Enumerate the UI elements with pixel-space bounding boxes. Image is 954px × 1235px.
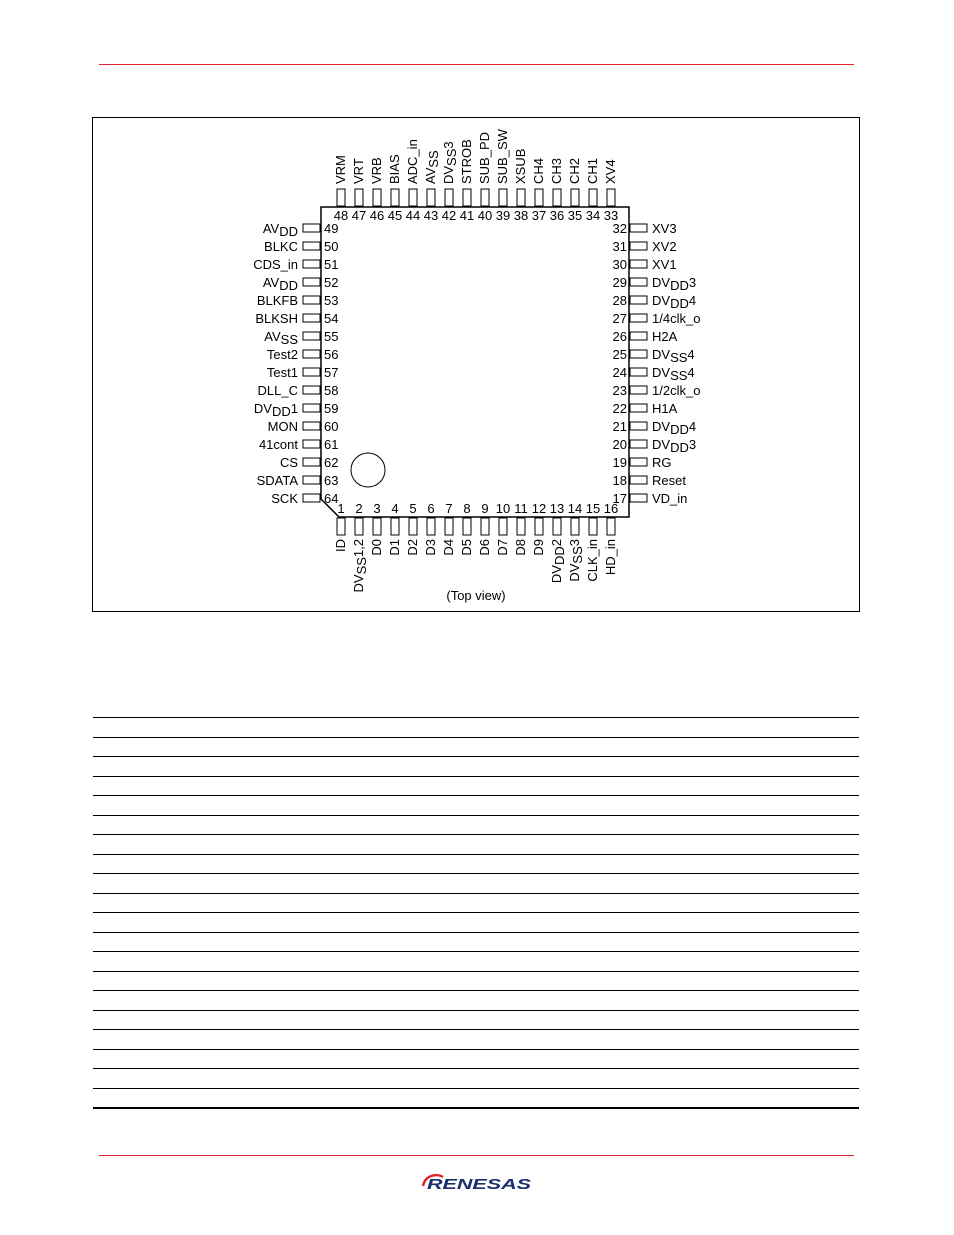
pin-57-label: Test1: [266, 365, 298, 380]
pin-2-lead: [355, 518, 363, 535]
pin-51-number: 51: [324, 257, 339, 272]
pin-48-lead: [337, 189, 345, 206]
pin-24-label: DVSS4: [652, 365, 695, 383]
pin-15-label: CLK_in: [585, 539, 600, 582]
pin-30-number: 30: [612, 257, 627, 272]
pin-22-number: 22: [612, 401, 627, 416]
pin-36-lead: [553, 189, 561, 206]
pin-11-label: D8: [513, 539, 528, 556]
pin-39-number: 39: [495, 208, 511, 223]
pin-63-label: SDATA: [256, 473, 298, 488]
view-caption: (Top view): [446, 588, 506, 603]
pin-60-number: 60: [324, 419, 339, 434]
pin-56-number: 56: [324, 347, 339, 362]
pin-60-label: MON: [267, 419, 298, 434]
pin-54-lead: [303, 314, 320, 322]
table-row-rule: [93, 873, 859, 874]
pin-16-number: 16: [603, 501, 619, 516]
pin-10-lead: [499, 518, 507, 535]
pin-42-lead: [445, 189, 453, 206]
pin-44-lead: [409, 189, 417, 206]
pin-61-label: 41cont: [258, 437, 298, 452]
pin-27-number: 27: [612, 311, 627, 326]
pin-23-label: 1/2clk_o: [652, 383, 701, 398]
pin-13-lead: [553, 518, 561, 535]
pin-25-lead: [630, 350, 647, 358]
pin-36-number: 36: [549, 208, 565, 223]
pin-1-lead: [337, 518, 345, 535]
pin-32-label: XV3: [652, 221, 677, 236]
pin-19-lead: [630, 458, 647, 466]
pin-2-label: DVSS1,2: [351, 539, 369, 593]
package-outline: [321, 207, 629, 517]
pin-33-number: 33: [603, 208, 619, 223]
pin-4-lead: [391, 518, 399, 535]
table-row-rule: [93, 932, 859, 933]
pin-12-number: 12: [531, 501, 547, 516]
pin-59-lead: [303, 404, 320, 412]
pin-12-lead: [535, 518, 543, 535]
renesas-logo: [421, 1171, 533, 1193]
pin-64-lead: [303, 494, 320, 502]
pin-14-number: 14: [567, 501, 583, 516]
pin-37-lead: [535, 189, 543, 206]
pin-33-lead: [607, 189, 615, 206]
pin-16-lead: [607, 518, 615, 535]
pin-6-label: D3: [423, 539, 438, 556]
pin-24-lead: [630, 368, 647, 376]
pin-63-number: 63: [324, 473, 339, 488]
pin-54-label: BLKSH: [255, 311, 298, 326]
pin-52-number: 52: [324, 275, 339, 290]
pin-2-number: 2: [355, 501, 363, 516]
pin-18-label: Reset: [652, 473, 686, 488]
pin-27-lead: [630, 314, 647, 322]
pin-62-label: CS: [279, 455, 298, 470]
pin-39-label: SUB_SW: [495, 129, 510, 184]
pin-23-lead: [630, 386, 647, 394]
table-row-rule: [93, 776, 859, 777]
pin-34-label: CH1: [585, 157, 600, 184]
pin-21-lead: [630, 422, 647, 430]
pin-48-number: 48: [333, 208, 349, 223]
pin-31-lead: [630, 242, 647, 250]
pin-5-number: 5: [409, 501, 417, 516]
pin-47-lead: [355, 189, 363, 206]
pin-27-label: 1/4clk_o: [652, 311, 701, 326]
pin-38-number: 38: [513, 208, 529, 223]
table-row-rule: [93, 795, 859, 796]
pin-9-lead: [481, 518, 489, 535]
pin-53-label: BLKFB: [256, 293, 298, 308]
pin-39-lead: [499, 189, 507, 206]
table-row-rule: [93, 971, 859, 972]
pin-13-number: 13: [549, 501, 565, 516]
pin-51-lead: [303, 260, 320, 268]
pin-35-label: CH2: [567, 157, 582, 184]
pin-37-number: 37: [531, 208, 547, 223]
pin-6-number: 6: [427, 501, 435, 516]
pin-13-label: DVDD2: [549, 539, 567, 584]
pin-57-lead: [303, 368, 320, 376]
pin-22-lead: [630, 404, 647, 412]
pin-16-label: HD_in: [603, 539, 618, 576]
pin-10-label: D7: [495, 539, 510, 556]
pin-21-number: 21: [612, 419, 627, 434]
pin-15-lead: [589, 518, 597, 535]
pin-42-label: DVSS3: [441, 141, 459, 184]
pin-54-number: 54: [324, 311, 339, 326]
pin-10-number: 10: [495, 501, 511, 516]
pin-20-number: 20: [612, 437, 627, 452]
pin-1-number: 1: [337, 501, 345, 516]
pin-43-label: AVSS: [423, 150, 441, 184]
pin-42-number: 42: [441, 208, 457, 223]
pin-assignment-diagram: [93, 118, 859, 611]
pin-28-number: 28: [612, 293, 627, 308]
pin-48-label: VRM: [333, 155, 348, 184]
pin-35-number: 35: [567, 208, 583, 223]
pin-26-lead: [630, 332, 647, 340]
pin-59-number: 59: [324, 401, 339, 416]
pin-57-number: 57: [324, 365, 339, 380]
pin-17-number: 17: [612, 491, 627, 506]
pin-7-label: D4: [441, 539, 456, 556]
pin-18-number: 18: [612, 473, 627, 488]
pin-40-number: 40: [477, 208, 493, 223]
pin-40-lead: [481, 189, 489, 206]
pin-20-lead: [630, 440, 647, 448]
pin-17-lead: [630, 494, 647, 502]
table-bottom-rule: [93, 1107, 859, 1109]
table-row-rule: [93, 1010, 859, 1011]
pin-60-lead: [303, 422, 320, 430]
pin-34-number: 34: [585, 208, 601, 223]
pin-15-number: 15: [585, 501, 601, 516]
table-row-rule: [93, 834, 859, 835]
pin-30-label: XV1: [652, 257, 677, 272]
pin-6-lead: [427, 518, 435, 535]
pin-45-label: BIAS: [387, 154, 402, 184]
pin-64-number: 64: [324, 491, 339, 506]
table-row-rule: [93, 815, 859, 816]
pin-11-lead: [517, 518, 525, 535]
pin-56-label: Test2: [266, 347, 298, 362]
pin-41-lead: [463, 189, 471, 206]
pin-37-label: CH4: [531, 157, 546, 184]
pin-8-lead: [463, 518, 471, 535]
pin-26-label: H2A: [652, 329, 678, 344]
pin-63-lead: [303, 476, 320, 484]
pin-35-lead: [571, 189, 579, 206]
pin-61-number: 61: [324, 437, 339, 452]
pin-52-label: AVDD: [262, 275, 298, 293]
pin-34-lead: [589, 189, 597, 206]
header-rule: [99, 64, 854, 65]
pin-4-number: 4: [391, 501, 399, 516]
pin-8-label: D5: [459, 539, 474, 556]
table-row-rule: [93, 1029, 859, 1030]
pin-32-number: 32: [612, 221, 627, 236]
logo-text: RENESAS: [427, 1176, 531, 1193]
pin-18-lead: [630, 476, 647, 484]
table-row-rule: [93, 756, 859, 757]
pin-46-lead: [373, 189, 381, 206]
pin-30-lead: [630, 260, 647, 268]
pin-51-label: CDS_in: [253, 257, 298, 272]
pin-3-lead: [373, 518, 381, 535]
pin-47-label: VRT: [351, 158, 366, 184]
pin-53-number: 53: [324, 293, 339, 308]
pin-3-label: D0: [369, 539, 384, 556]
pin-46-number: 46: [369, 208, 385, 223]
pin-55-number: 55: [324, 329, 339, 344]
pin-12-label: D9: [531, 539, 546, 556]
pin-20-label: DVDD3: [652, 437, 697, 455]
pin-14-label: DVSS3: [567, 539, 585, 582]
pin-36-label: CH3: [549, 157, 564, 184]
pin-49-lead: [303, 224, 320, 232]
table-row-rule: [93, 893, 859, 894]
pin-33-label: XV4: [603, 159, 618, 184]
table-top-rule: [93, 717, 859, 718]
pin-43-lead: [427, 189, 435, 206]
pin-4-label: D1: [387, 539, 402, 556]
pin-44-label: ADC_in: [405, 139, 420, 184]
table-row-rule: [93, 854, 859, 855]
pin-41-number: 41: [459, 208, 475, 223]
pin-62-lead: [303, 458, 320, 466]
pin-9-label: D6: [477, 539, 492, 556]
pin-29-number: 29: [612, 275, 627, 290]
pin-38-label: XSUB: [513, 148, 528, 184]
pin-50-label: BLKC: [264, 239, 298, 254]
pin-3-number: 3: [373, 501, 381, 516]
pin-32-lead: [630, 224, 647, 232]
pin-19-label: RG: [652, 455, 672, 470]
pin-19-number: 19: [612, 455, 627, 470]
pin-50-number: 50: [324, 239, 339, 254]
pin-22-label: H1A: [652, 401, 678, 416]
table-row-rule: [93, 1049, 859, 1050]
pin-55-lead: [303, 332, 320, 340]
pin-14-lead: [571, 518, 579, 535]
pin-40-label: SUB_PD: [477, 131, 492, 184]
pin-47-number: 47: [351, 208, 367, 223]
pin-7-number: 7: [445, 501, 453, 516]
table-row-rule: [93, 951, 859, 952]
pin-58-number: 58: [324, 383, 339, 398]
pin-64-label: SCK: [271, 491, 298, 506]
pin-31-label: XV2: [652, 239, 677, 254]
pin-43-number: 43: [423, 208, 439, 223]
pin-38-lead: [517, 189, 525, 206]
footer-rule: [99, 1155, 854, 1156]
pin-45-lead: [391, 189, 399, 206]
pin-62-number: 62: [324, 455, 339, 470]
pin-24-number: 24: [612, 365, 627, 380]
pin-46-label: VRB: [369, 157, 384, 184]
table-row-rule: [93, 912, 859, 913]
pin-26-number: 26: [612, 329, 627, 344]
pin-diagram-frame: [92, 117, 860, 612]
pin-50-lead: [303, 242, 320, 250]
pin-29-lead: [630, 278, 647, 286]
pin-61-lead: [303, 440, 320, 448]
pin-28-lead: [630, 296, 647, 304]
pin-56-lead: [303, 350, 320, 358]
pin1-index-mark: [351, 453, 385, 487]
pin-25-label: DVSS4: [652, 347, 695, 365]
table-row-rule: [93, 1088, 859, 1089]
pin-23-number: 23: [612, 383, 627, 398]
pin-9-number: 9: [481, 501, 489, 516]
pin-25-number: 25: [612, 347, 627, 362]
pin-8-number: 8: [463, 501, 471, 516]
pin-17-label: VD_in: [652, 491, 688, 506]
pin-55-label: AVSS: [264, 329, 298, 347]
pin-29-label: DVDD3: [652, 275, 697, 293]
pin-49-label: AVDD: [262, 221, 298, 239]
pin-44-number: 44: [405, 208, 421, 223]
pin-49-number: 49: [324, 221, 339, 236]
pin-11-number: 11: [514, 501, 528, 516]
pin-59-label: DVDD1: [253, 401, 298, 419]
pin-58-lead: [303, 386, 320, 394]
pin-53-lead: [303, 296, 320, 304]
table-row-rule: [93, 990, 859, 991]
pin-52-lead: [303, 278, 320, 286]
pin-58-label: DLL_C: [257, 383, 298, 398]
pin-41-label: STROB: [459, 139, 474, 184]
pin-45-number: 45: [387, 208, 403, 223]
table-row-rule: [93, 737, 859, 738]
pin-5-label: D2: [405, 539, 420, 556]
pin-21-label: DVDD4: [652, 419, 697, 437]
pin-5-lead: [409, 518, 417, 535]
pin-1-label: ID: [333, 539, 348, 552]
pin-7-lead: [445, 518, 453, 535]
pin-28-label: DVDD4: [652, 293, 697, 311]
table-row-rule: [93, 1068, 859, 1069]
pin-31-number: 31: [612, 239, 627, 254]
